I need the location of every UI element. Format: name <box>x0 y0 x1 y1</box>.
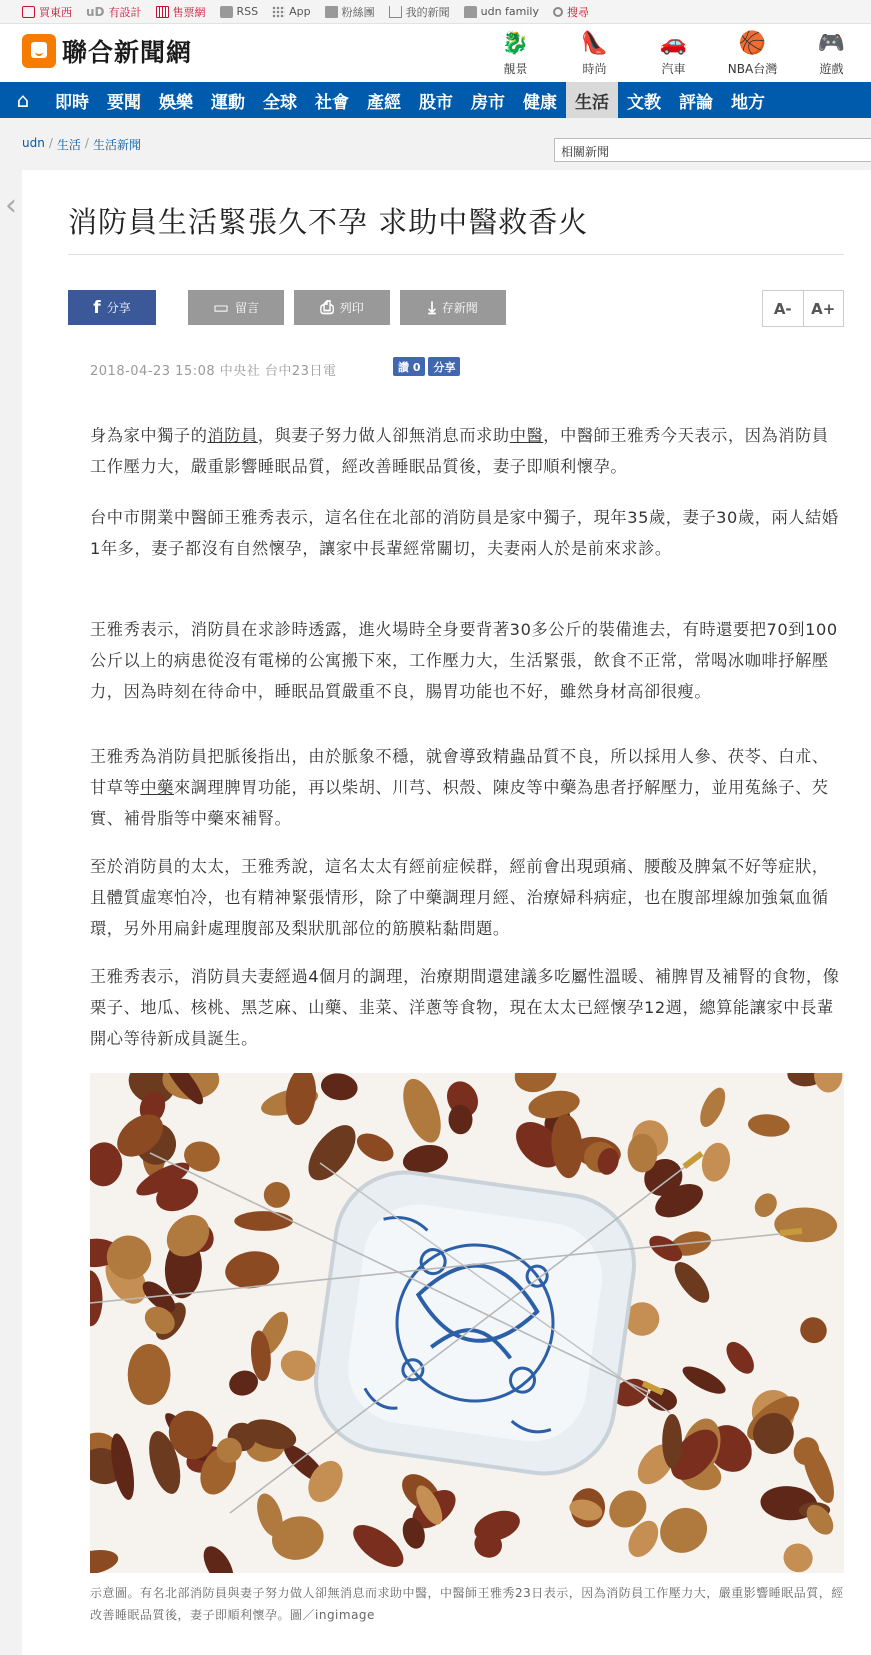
nav-item[interactable]: 要聞 <box>107 92 141 113</box>
topbar-ticket-link[interactable]: 售票網 <box>156 4 206 20</box>
print-button[interactable]: ⎙ 列印 <box>294 290 390 325</box>
nav-item[interactable]: 房市 <box>471 92 505 113</box>
channel-nba-link[interactable]: 🏀 NBA台灣 <box>713 28 792 77</box>
facebook-icon <box>325 6 338 18</box>
rss-icon <box>220 6 233 18</box>
mail-icon <box>389 6 402 18</box>
article-paragraph: 台中市開業中醫師王雅秀表示，這名住在北部的消防員是家中獨子，現年35歲，妻子30歲，兩人結婚1年多，妻子都沒有自然懷孕，讓家中長輩經常關切，夫妻兩人於是前來求診。 <box>90 508 839 558</box>
font-size-control <box>762 290 844 327</box>
car-icon: 🚗 <box>659 31 688 56</box>
herb-piece <box>449 1105 473 1135</box>
dragon-icon: 🐉 <box>501 31 530 56</box>
facebook-icon: f <box>93 297 101 318</box>
herbs-and-dish-image <box>90 1073 844 1573</box>
nav-item[interactable]: 娛樂 <box>159 92 193 113</box>
download-icon: ⤓ <box>428 297 436 318</box>
nav-item[interactable]: 地方 <box>731 92 765 113</box>
ticket-icon <box>156 6 169 18</box>
font-smaller-button[interactable]: A- <box>773 299 792 318</box>
keyword-link[interactable]: 中醫 <box>509 426 544 445</box>
site-logo[interactable] <box>22 33 192 69</box>
share-button[interactable]: f 分享 <box>68 290 156 325</box>
nav-item[interactable]: 股市 <box>419 92 453 113</box>
topbar-rss-link[interactable]: RSS <box>220 5 259 18</box>
udn-logo-icon <box>22 34 56 68</box>
article-paragraph: 王雅秀為消防員把脈後指出，由於脈象不穩，就會導致精蟲品質不良，所以採用人參、茯苓、白朮、甘草等中藥來調理脾胃功能，再以柴胡、川芎、枳殼、陳皮等中藥為患者抒解壓力，並用菟絲子、芡實、補骨脂等中藥來補腎。 <box>90 747 829 828</box>
channel-view-link[interactable]: 🐉 靚景 <box>476 28 555 77</box>
channel-fashion-link[interactable]: 👠 時尚 <box>555 28 634 77</box>
title-divider <box>68 254 844 255</box>
related-news-select[interactable]: 相關新聞 <box>554 138 871 162</box>
facebook-like-widget <box>393 357 460 376</box>
channel-car-link[interactable]: 🚗 汽車 <box>634 28 713 77</box>
topbar-mynews-link[interactable]: 我的新聞 <box>389 4 450 20</box>
nav-item[interactable]: 文教 <box>627 92 661 113</box>
shopping-bag-icon <box>22 6 35 18</box>
breadcrumb: udn / 生活 / 生活新聞 <box>22 136 141 152</box>
logo-text: 聯合新聞網 <box>62 38 193 67</box>
topbar-design-link[interactable]: uD 有設計 <box>86 4 142 19</box>
comment-icon: ▭ <box>212 297 230 318</box>
article-paragraph: 王雅秀表示，消防員在求診時透露，進火場時全身要背著30多公斤的裝備進去，有時還要把70到100公斤以上的病患從沒有電梯的公寓搬下來，工作壓力大，生活緊張，飲食不正常，常喝冰咖啡抒解壓力，因為時刻在待命中，睡眠品質嚴重不良，腸胃功能也不好，雖然身材高卻很瘦。 <box>90 620 838 701</box>
article-title: 消防員生活緊張久不孕 求助中醫救香火 <box>68 205 589 239</box>
ud-icon: uD <box>86 4 105 19</box>
nav-item[interactable]: 全球 <box>263 92 297 113</box>
article-paragraph: 至於消防員的太太，王雅秀說，這名太太有經前症候群，經前會出現頭痛、腰酸及脾氣不好等症狀，且體質虛寒怕冷，也有精神緊張情形，除了中藥調理月經、治療婦科病症，也在腹部埋線加強氣血循環，另外用扁針處理腹部及梨狀肌部位的筋膜粘黏問題。 <box>90 857 829 938</box>
site-header <box>0 24 871 82</box>
herb-piece <box>234 1211 293 1231</box>
topbar-app-link[interactable]: App <box>272 5 311 18</box>
header-channel-links <box>476 28 871 77</box>
nav-item[interactable]: 即時 <box>55 92 89 113</box>
high-heel-icon: 👠 <box>580 31 609 56</box>
home-icon[interactable]: ⌂ <box>16 88 30 112</box>
nav-item-active[interactable]: 生活 <box>566 82 618 118</box>
nav-item[interactable]: 產經 <box>367 92 401 113</box>
save-news-button[interactable]: ⤓ 存新聞 <box>400 290 506 325</box>
article-meta: 2018-04-23 15:08 中央社 台中23日電 <box>90 364 337 379</box>
nav-item[interactable]: 運動 <box>211 92 245 113</box>
nba-icon: 🏀 <box>738 31 767 56</box>
nav-item[interactable]: 健康 <box>523 92 557 113</box>
nav-item[interactable]: 社會 <box>315 92 349 113</box>
channel-game-link[interactable]: 🎮 遊戲 <box>792 28 871 77</box>
breadcrumb-link[interactable]: 生活 <box>56 138 81 152</box>
article-paragraph: 身為家中獨子的消防員，與妻子努力做人卻無消息而求助中醫，中醫師王雅秀今天表示，因為消防員工作壓力大，嚴重影響睡眠品質，經改善睡眠品質後，妻子即順利懷孕。 <box>90 426 829 476</box>
herb-piece <box>128 1344 171 1405</box>
article-photo[interactable] <box>90 1073 844 1573</box>
topbar-search-link[interactable]: 搜尋 <box>553 4 589 20</box>
top-utility-bar <box>0 0 871 24</box>
photo-caption: 示意圖。有名北部消防員與妻子努力做人卻無消息而求助中醫，中醫師王雅秀23日表示，因為消防員工作壓力大，嚴重影響睡眠品質，經改善睡眠品質後，妻子即順利懷孕。圖／ingimage <box>90 1586 844 1622</box>
family-icon <box>464 6 477 18</box>
main-nav <box>0 82 871 118</box>
comment-button[interactable]: ▭ 留言 <box>188 290 284 325</box>
article-paragraph: 王雅秀表示，消防員夫妻經過4個月的調理，治療期間還建議多吃屬性溫暖、補脾胃及補腎的食物，像栗子、地瓜、核桃、黑芝麻、山藥、韭菜、洋蔥等食物，現在太太已經懷孕12週，總算能讓家中長輩開心等待新成員誕生。 <box>90 967 840 1048</box>
gamepad-icon: 🎮 <box>817 31 846 56</box>
printer-icon: ⎙ <box>320 297 334 318</box>
topbar-shop-link[interactable]: 買東西 <box>22 4 72 20</box>
keyword-link[interactable]: 中藥 <box>140 778 174 797</box>
keyword-link[interactable]: 消防員 <box>207 426 258 445</box>
fb-share-button[interactable]: 分享 <box>428 357 460 376</box>
nav-item[interactable]: 評論 <box>679 92 713 113</box>
breadcrumb-link[interactable]: 生活新聞 <box>92 138 141 152</box>
like-button[interactable]: 讚 0 <box>393 357 425 376</box>
topbar-family-link[interactable]: udn family <box>464 5 539 18</box>
font-larger-button[interactable]: A+ <box>803 291 844 326</box>
breadcrumb-link[interactable]: udn <box>22 136 45 150</box>
app-grid-icon <box>272 6 285 18</box>
herb-piece <box>662 1414 682 1468</box>
chevron-left-icon[interactable]: ‹ <box>5 188 17 223</box>
search-icon <box>553 7 563 17</box>
topbar-fanpage-link[interactable]: 粉絲團 <box>325 4 375 20</box>
herb-piece <box>628 1134 658 1173</box>
